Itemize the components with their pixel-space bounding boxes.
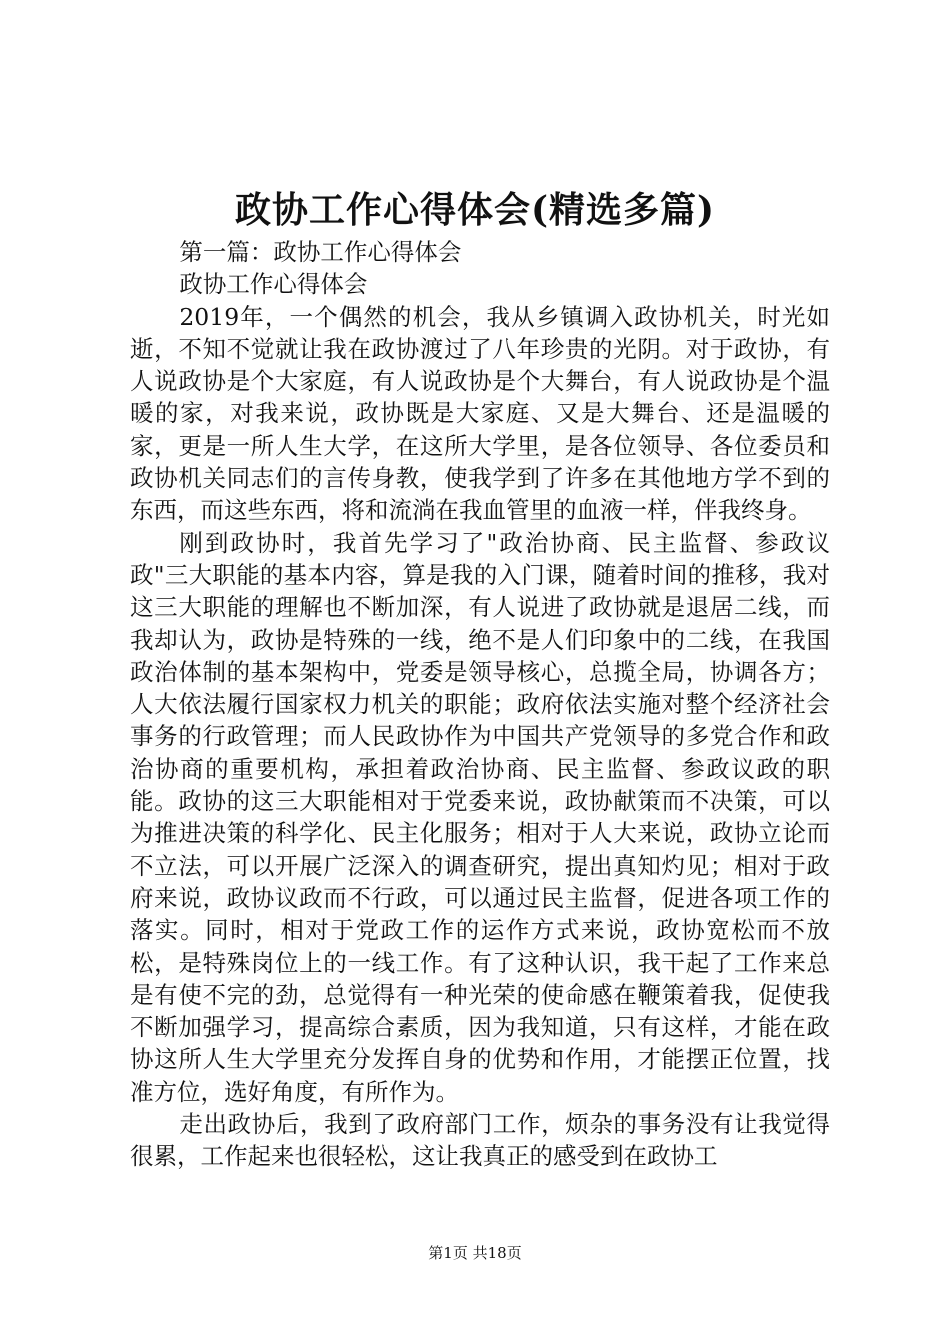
- section-heading: 第一篇：政协工作心得体会: [179, 238, 462, 266]
- body-paragraph: 2019年，一个偶然的机会，我从乡镇调入政协机关，时光如逝，不知不觉就让我在政协渡过了八年珍贵的光阴。对于政协，有人说政协是个大家庭，有人说政协是个大舞台，有人说政协是个温暖的家，对我来说，政协既是大家庭、又是大舞台、还是温暖的家，更是一所人生大学，在这所大学里，是各位领导、各位委员和政协机关同志们的言传身教，使我学到了许多在其他地方学不到的东西，而这些东西，将和流淌在我血管里的血液一样，伴我终身。: [130, 302, 830, 525]
- page-footer: 第1页 共18页: [428, 1244, 522, 1262]
- document-title: 政协工作心得体会(精选多篇): [234, 189, 716, 231]
- body-paragraph: 走出政协后，我到了政府部门工作，烦杂的事务没有让我觉得很累，工作起来也很轻松，这让我真正的感受到在政协工: [130, 1110, 830, 1171]
- subsection-heading: 政协工作心得体会: [179, 270, 368, 299]
- body-paragraph: 刚到政协时，我首先学习了"政治协商、民主监督、参政议政"三大职能的基本内容，算是我的入门课，随着时间的推移，我对这三大职能的理解也不断加深，有人说进了政协就是退居二线，而我却认为，政协是特殊的一线，绝不是人们印象中的二线，在我国政治体制的基本架构中，党委是领导核心，总揽全局，协调各方；人大依法履行国家权力机关的职能；政府依法实施对整个经济社会事务的行政管理；而人民政协作为中国共产党领导的多党合作和政治协商的重要机构，承担着政治协商、民主监督、参政议政的职能。政协的这三大职能相对于党委来说，政协献策而不决策，可以为推进决策的科学化、民主化服务；相对于人大来说，政协立论而不立法，可以开展广泛深入的调查研究，提出真知灼见；相对于政府来说，政协议政而不行政，可以通过民主监督，促进各项工作的落实。同时，相对于党政工作的运作方式来说，政协宽松而不放松，是特殊岗位上的一线工作。有了这种认识，我干起了工作来总是有使不完的劲，总觉得有一种光荣的使命感在鞭策着我，促使我不断加强学习，提高综合素质，因为我知道，只有这样，才能在政协这所人生大学里充分发挥自身的优势和作用，才能摆正位置，找准方位，选好角度，有所作为。: [130, 528, 830, 1106]
- document-body: [130, 236, 830, 1173]
